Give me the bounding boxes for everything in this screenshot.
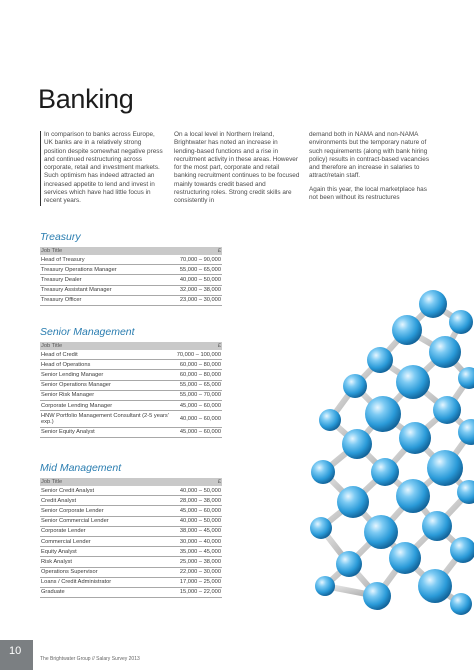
salary-cell: 22,000 – 30,000 bbox=[154, 567, 222, 577]
salary-cell: 45,000 – 60,000 bbox=[176, 400, 222, 410]
salary-cell: 70,000 – 100,000 bbox=[176, 350, 222, 360]
senior-management-section bbox=[40, 326, 222, 438]
table-row bbox=[40, 285, 222, 295]
job-title-cell: Equity Analyst bbox=[40, 547, 154, 557]
salary-cell: 30,000 – 40,000 bbox=[154, 536, 222, 546]
molecule-atom bbox=[419, 290, 447, 318]
table-row bbox=[40, 411, 222, 427]
job-title-cell: Treasury Dealer bbox=[40, 275, 157, 285]
job-title-cell: Senior Risk Manager bbox=[40, 390, 176, 400]
molecule-atom bbox=[429, 336, 461, 368]
treasury-title: Treasury bbox=[40, 231, 81, 243]
molecule-atom bbox=[450, 593, 472, 615]
job-title-cell: Loans / Credit Administrator bbox=[40, 577, 154, 587]
table-row bbox=[40, 516, 222, 526]
job-title-cell: Risk Analyst bbox=[40, 557, 154, 567]
mid-management-table bbox=[40, 478, 222, 598]
table-row bbox=[40, 496, 222, 506]
salary-cell: 17,000 – 25,000 bbox=[154, 577, 222, 587]
job-title-cell: Commercial Lender bbox=[40, 536, 154, 546]
table-row bbox=[40, 526, 222, 536]
table-row bbox=[40, 486, 222, 496]
job-title-cell: Operations Supervisor bbox=[40, 567, 154, 577]
salary-cell: 40,000 – 50,000 bbox=[154, 516, 222, 526]
job-title-header: Job Title bbox=[41, 248, 63, 254]
molecule-atom bbox=[310, 517, 332, 539]
treasury-section bbox=[40, 231, 222, 306]
molecule-atom bbox=[392, 315, 422, 345]
salary-cell: 60,000 – 80,000 bbox=[176, 370, 222, 380]
table-header-row bbox=[40, 342, 222, 350]
mid-management-section bbox=[40, 462, 222, 598]
salary-cell: 28,000 – 38,000 bbox=[154, 496, 222, 506]
molecule-atom bbox=[343, 374, 367, 398]
intro-column-2 bbox=[174, 131, 300, 211]
salary-cell: 40,000 – 60,000 bbox=[176, 411, 222, 427]
molecule-atom bbox=[418, 569, 452, 603]
molecule-atom bbox=[367, 347, 393, 373]
salary-header: £ bbox=[217, 343, 221, 349]
salary-cell: 55,000 – 65,000 bbox=[157, 265, 222, 275]
table-row bbox=[40, 587, 222, 597]
table-row bbox=[40, 390, 222, 400]
table-row bbox=[40, 360, 222, 370]
job-title-cell: Senior Operations Manager bbox=[40, 380, 176, 390]
treasury-table-body bbox=[40, 255, 222, 305]
table-row bbox=[40, 547, 222, 557]
job-title-cell: Senior Lending Manager bbox=[40, 370, 176, 380]
molecule-atom bbox=[396, 479, 430, 513]
intro-paragraph-1: In comparison to banks across Europe, UK banks are in a relatively strong position despite somewhat negative press and continued restructuring across corporate, retail and investment markets. Such optimism has indeed attracted an increased appetite to lend and invest in services which have had little focus in recent years. bbox=[40, 131, 164, 206]
salary-cell: 38,000 – 45,000 bbox=[154, 526, 222, 536]
job-title-cell: Treasury Operations Manager bbox=[40, 265, 157, 275]
salary-cell: 55,000 – 70,000 bbox=[176, 390, 222, 400]
table-row bbox=[40, 536, 222, 546]
molecule-atom bbox=[389, 542, 421, 574]
page-number: 10 bbox=[9, 645, 22, 657]
intro-paragraph-2: On a local level in Northern Ireland, Brightwater has noted an increase in lending-based functions and a rise in recruitment activity in these areas. However for the most part, corporate and retail banking recruitment continues to be focused mainly towards credit based and restructuring roles. Strong credit skills are consistently in bbox=[174, 131, 300, 205]
molecule-atom bbox=[315, 576, 335, 596]
table-header-row bbox=[40, 247, 222, 255]
job-title-cell: Treasury Assistant Manager bbox=[40, 285, 157, 295]
molecule-atom bbox=[449, 310, 473, 334]
molecule-atom bbox=[337, 486, 369, 518]
salary-header: £ bbox=[217, 479, 221, 485]
molecule-atom bbox=[427, 450, 463, 486]
molecule-atom bbox=[396, 365, 430, 399]
intro-paragraph-4: Again this year, the local marketplace has not been without its restructures bbox=[309, 185, 427, 202]
salary-cell: 15,000 – 22,000 bbox=[154, 587, 222, 597]
molecule-atom bbox=[433, 396, 461, 424]
molecule-atom bbox=[399, 422, 431, 454]
mid-management-table-body bbox=[40, 486, 222, 598]
molecule-atom bbox=[342, 429, 372, 459]
job-title-cell: Senior Commercial Lender bbox=[40, 516, 154, 526]
table-row bbox=[40, 295, 222, 305]
salary-cell: 35,000 – 45,000 bbox=[154, 547, 222, 557]
intro-paragraph-3: demand both in NAMA and non-NAMA environments but the temporary nature of such requirements (along with bank hiring policy) results in contract-based vacancies and therefore an increase in salaries to attract/retain staff. bbox=[309, 131, 430, 180]
salary-cell: 32,000 – 38,000 bbox=[157, 285, 222, 295]
molecule-atom bbox=[422, 511, 452, 541]
job-title-cell: Graduate bbox=[40, 587, 154, 597]
table-row bbox=[40, 350, 222, 360]
job-title-cell: Treasury Officer bbox=[40, 295, 157, 305]
salary-cell: 25,000 – 38,000 bbox=[154, 557, 222, 567]
salary-cell: 60,000 – 80,000 bbox=[176, 360, 222, 370]
job-title-header: Job Title bbox=[41, 479, 63, 485]
job-title-cell: Senior Equity Analyst bbox=[40, 427, 176, 437]
job-title-cell: Head of Operations bbox=[40, 360, 176, 370]
job-title-cell: Head of Treasury bbox=[40, 255, 157, 265]
salary-cell: 23,000 – 30,000 bbox=[157, 295, 222, 305]
job-title-cell: Senior Credit Analyst bbox=[40, 486, 154, 496]
job-title-header: Job Title bbox=[41, 343, 63, 349]
senior-management-table bbox=[40, 342, 222, 438]
table-row bbox=[40, 370, 222, 380]
table-header-row bbox=[40, 478, 222, 486]
molecule-atom bbox=[336, 551, 362, 577]
table-row bbox=[40, 506, 222, 516]
molecule-atom bbox=[363, 582, 391, 610]
molecule-illustration bbox=[285, 282, 474, 620]
page-title: Banking bbox=[38, 84, 134, 114]
molecule-atom bbox=[371, 458, 399, 486]
table-row bbox=[40, 265, 222, 275]
salary-header: £ bbox=[217, 248, 221, 254]
salary-cell: 45,000 – 60,000 bbox=[154, 506, 222, 516]
table-row bbox=[40, 380, 222, 390]
treasury-table bbox=[40, 247, 222, 306]
job-title-cell: Credit Analyst bbox=[40, 496, 154, 506]
senior-management-table-body bbox=[40, 350, 222, 437]
job-title-cell: HNW Portfolio Management Consultant (2-5 years' exp.) bbox=[40, 411, 176, 427]
footer-text: The Brightwater Group // Salary Survey 2013 bbox=[40, 656, 140, 662]
job-title-cell: Corporate Lender bbox=[40, 526, 154, 536]
molecule-atom bbox=[364, 515, 398, 549]
salary-cell: 45,000 – 60,000 bbox=[176, 427, 222, 437]
job-title-cell: Corporate Lending Manager bbox=[40, 400, 176, 410]
table-row bbox=[40, 427, 222, 437]
table-row bbox=[40, 577, 222, 587]
senior-management-title: Senior Management bbox=[40, 326, 135, 338]
table-row bbox=[40, 400, 222, 410]
salary-cell: 40,000 – 50,000 bbox=[157, 275, 222, 285]
salary-cell: 70,000 – 90,000 bbox=[157, 255, 222, 265]
job-title-cell: Senior Corporate Lender bbox=[40, 506, 154, 516]
molecule-atom bbox=[311, 460, 335, 484]
table-row bbox=[40, 255, 222, 265]
table-row bbox=[40, 557, 222, 567]
molecule-atom bbox=[365, 396, 401, 432]
job-title-cell: Head of Credit bbox=[40, 350, 176, 360]
salary-cell: 40,000 – 50,000 bbox=[154, 486, 222, 496]
intro-column-1 bbox=[40, 131, 164, 211]
mid-management-title: Mid Management bbox=[40, 462, 122, 474]
molecule-atom bbox=[319, 409, 341, 431]
intro-column-3 bbox=[309, 131, 435, 207]
salary-cell: 55,000 – 65,000 bbox=[176, 380, 222, 390]
table-row bbox=[40, 567, 222, 577]
table-row bbox=[40, 275, 222, 285]
